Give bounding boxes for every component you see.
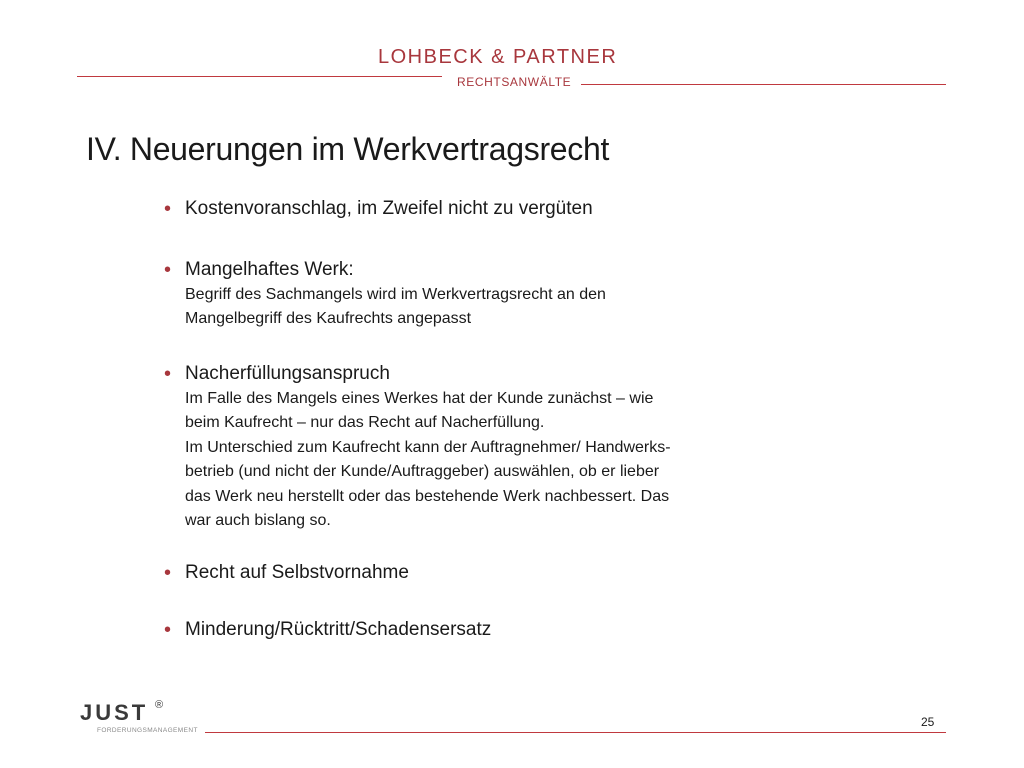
- bullet-heading: Mangelhaftes Werk:: [185, 259, 354, 280]
- bullet-body-line: Mangelbegriff des Kaufrechts angepasst: [185, 310, 472, 328]
- bullet-body: [185, 283, 825, 332]
- firm-subtitle: RECHTSANWÄLTE: [457, 75, 572, 89]
- bullet-body: [185, 387, 825, 533]
- bullet-dot-icon: •: [164, 562, 172, 584]
- bullet-body-line: Im Unterschied zum Kaufrecht kann der Auftragnehmer/ Handwerks-: [185, 438, 671, 456]
- header-divider-right: [581, 84, 946, 85]
- bullet-heading: Kostenvoranschlag, im Zweifel nicht zu vergüten: [185, 198, 593, 219]
- just-logo: [77, 697, 198, 737]
- slide-title: IV. Neuerungen im Werkvertragsrecht: [86, 131, 610, 167]
- bullet-body-line: betrieb (und nicht der Kunde/Auftraggeber) auswählen, ob er lieber: [185, 463, 660, 481]
- logo-subtitle: FORDERUNGSMANAGEMENT: [97, 727, 198, 734]
- page-number: 25: [921, 715, 935, 729]
- bullet-body-line: Im Falle des Mangels eines Werkes hat der Kunde zunächst – wie: [185, 390, 654, 407]
- firm-name: LOHBECK & PARTNER: [378, 46, 618, 68]
- bullet-heading: Nacherfüllungsanspruch: [185, 363, 390, 384]
- bullet-dot-icon: •: [164, 198, 172, 220]
- bullet-body-line: Begriff des Sachmangels wird im Werkvertragsrecht an den: [185, 286, 606, 303]
- registered-mark: ®: [155, 699, 164, 711]
- bullet-body-line: beim Kaufrecht – nur das Recht auf Nacherfüllung.: [185, 414, 545, 432]
- bullet-dot-icon: •: [164, 619, 172, 641]
- logo-wordmark: JUST: [80, 700, 149, 725]
- header-divider-left: [77, 76, 442, 77]
- footer-divider: [205, 732, 946, 733]
- bullet-dot-icon: •: [164, 363, 172, 385]
- bullet-body-line: war auch bislang so.: [185, 512, 331, 530]
- bullet-body-line: das Werk neu herstellt oder das bestehende Werk nachbessert. Das: [185, 487, 670, 505]
- bullet-heading: Recht auf Selbstvornahme: [185, 562, 409, 583]
- bullet-dot-icon: •: [164, 259, 172, 281]
- bullet-heading: Minderung/Rücktritt/Schadensersatz: [185, 619, 492, 640]
